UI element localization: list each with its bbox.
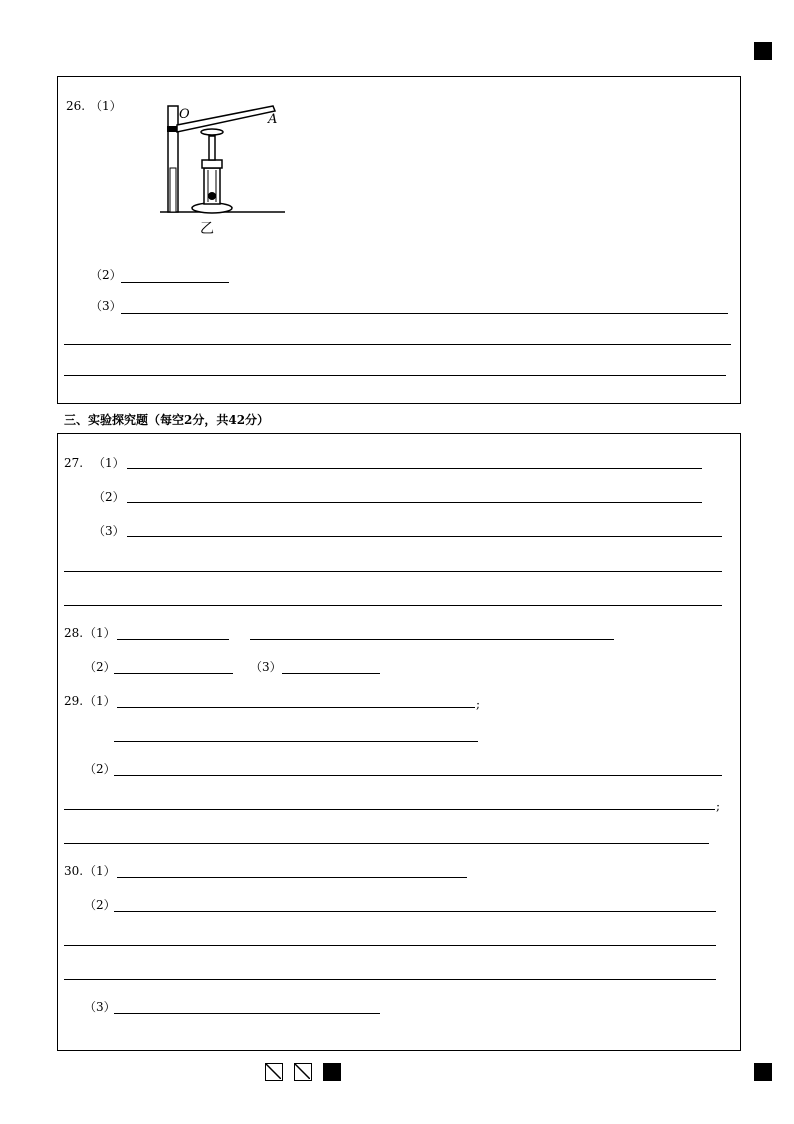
crossed-box-icon-1 (265, 1063, 283, 1081)
figure-caption: 乙 (200, 221, 214, 237)
filled-square-icon (323, 1063, 341, 1081)
q26-part3-label: （3） (90, 299, 122, 313)
q29-part2-label: （2） (84, 762, 116, 776)
q28-number: 28. (64, 626, 84, 640)
crossed-box-icon-2 (294, 1063, 312, 1081)
q27-part1-answer-line[interactable] (127, 468, 702, 469)
q26-part2-answer-line[interactable] (121, 282, 229, 283)
q30-answer-line-3[interactable] (64, 979, 716, 980)
q28-part3-answer-line[interactable] (282, 673, 380, 674)
q27-part3-answer-line[interactable] (127, 536, 722, 537)
q29-number: 29. (64, 694, 84, 708)
section3-answer-box (57, 433, 741, 1051)
q28-part2-answer-line[interactable] (114, 673, 233, 674)
q26-part3-answer-line[interactable] (121, 313, 728, 314)
q30-number: 30. (64, 864, 84, 878)
q27-part1-label: （1） (93, 456, 125, 470)
q29-part1-answer-line-2[interactable] (114, 741, 478, 742)
q29-part2-answer-line[interactable] (114, 775, 722, 776)
q30-part1-answer-line[interactable] (117, 877, 467, 878)
q26-number: 26. (66, 99, 86, 113)
q28-part2-label: （2） (84, 660, 116, 674)
q30-part2-answer-line[interactable] (114, 911, 716, 912)
q29-part1-label: （1） (84, 694, 116, 708)
figure-label-a: A (268, 112, 278, 127)
q29-part1-answer-line[interactable] (117, 707, 475, 708)
q30-answer-line-2[interactable] (64, 945, 716, 946)
q30-part3-answer-line[interactable] (114, 1013, 380, 1014)
q30-part3-label: （3） (84, 1000, 116, 1014)
section-3-title: 三、实验探究题（每空2分，共42分） (64, 413, 270, 427)
q29-semicolon-1: ; (476, 697, 481, 711)
q28-part1-label: （1） (84, 626, 116, 640)
top-right-registration-mark (754, 42, 772, 60)
bottom-right-registration-mark (754, 1063, 772, 1081)
q26-answer-line-2[interactable] (64, 344, 731, 345)
q27-answer-line-3[interactable] (64, 605, 722, 606)
q30-part2-label: （2） (84, 898, 116, 912)
q26-part2-label: （2） (90, 268, 122, 282)
q27-answer-line-2[interactable] (64, 571, 722, 572)
figure-label-o: O (179, 107, 190, 122)
q27-number: 27. (64, 456, 84, 470)
q27-part3-label: （3） (93, 524, 125, 538)
q28-part1-answer-line-b[interactable] (250, 639, 614, 640)
q26-answer-line-3[interactable] (64, 375, 726, 376)
q29-answer-line-3[interactable] (64, 843, 709, 844)
q28-part1-answer-line-a[interactable] (117, 639, 229, 640)
q29-semicolon-2: ; (716, 799, 721, 813)
q27-part2-label: （2） (93, 490, 125, 504)
q26-part1-label: （1） (90, 99, 122, 113)
q29-answer-line-2[interactable] (64, 809, 715, 810)
q30-part1-label: （1） (84, 864, 116, 878)
q27-part2-answer-line[interactable] (127, 502, 702, 503)
q28-part3-label: （3） (250, 660, 282, 674)
